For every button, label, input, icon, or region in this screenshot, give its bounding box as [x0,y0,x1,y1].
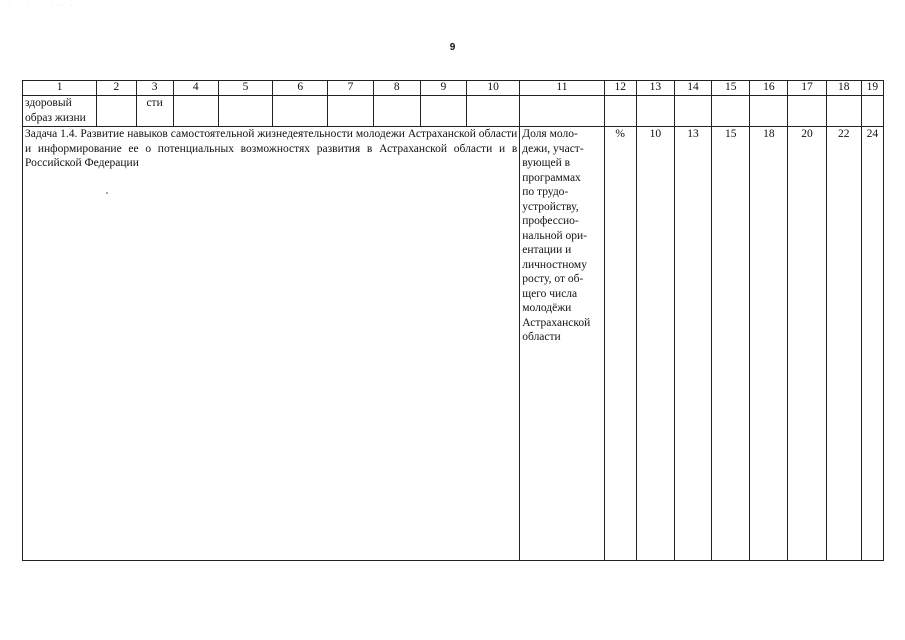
cell-empty [604,96,636,127]
indicator-line: личностному [522,258,587,271]
cell-empty [467,96,520,127]
indicator-line: дежи, участ- [522,142,584,155]
cell-empty [826,96,861,127]
cell-healthy-lifestyle: здоровый образ жизни [23,96,97,127]
header-cell-11: 11 [520,81,604,96]
header-cell-2: 2 [97,81,136,96]
table-header-row [23,81,884,96]
cell-empty [273,96,328,127]
header-cell-15: 15 [712,81,750,96]
header-cell-14: 14 [674,81,711,96]
cell-empty [173,96,218,127]
value-cell: 15 [712,127,750,561]
indicator-line: программах [522,171,581,184]
indicator-line: нальной ори- [522,229,588,242]
indicator-line: Доля моло- [522,128,578,140]
header-cell-3: 3 [136,81,173,96]
cell-empty [712,96,750,127]
cell-empty [861,96,883,127]
cell-empty [674,96,711,127]
indicator-line: молодёжи [522,302,572,314]
value-cell: 18 [750,127,788,561]
indicator-line: ентации и [522,244,572,256]
cell-empty [520,96,604,127]
value-cell: 22 [826,127,861,561]
header-cell-1: 1 [23,81,97,96]
page-number: 9 [449,42,456,53]
value-cell: 13 [674,127,711,561]
header-cell-18: 18 [826,81,861,96]
header-cell-13: 13 [636,81,674,96]
cell-empty [373,96,420,127]
table-row [23,96,884,127]
value-cell: 24 [861,127,883,561]
header-cell-10: 10 [467,81,520,96]
header-cell-17: 17 [788,81,826,96]
indicator-line: области [522,331,561,343]
task-description: Задача 1.4. Развитие навыков самостоятельной жизнедеятельности молодежи Астраханской области и информирование ее о потенциальных возможностях развития в Астраханской области и в Российской Федерации [23,127,520,561]
header-cell-12: 12 [604,81,636,96]
cell-empty [420,96,466,127]
indicator-line: по трудо- [522,186,569,198]
indicator-description [520,127,604,561]
indicator-line: профессио- [522,215,579,227]
cell-continuation: сти [136,96,173,127]
cell-empty [328,96,373,127]
indicator-line: росту, от об- [522,273,584,285]
unit-cell: % [604,127,636,561]
header-cell-6: 6 [273,81,328,96]
indicator-line: щего числа [522,287,578,300]
indicators-table [22,80,884,561]
header-cell-9: 9 [420,81,466,96]
value-cell: 20 [788,127,826,561]
indicator-line: вующей в [522,157,571,169]
header-cell-19: 19 [861,81,883,96]
cell-empty [750,96,788,127]
header-cell-5: 5 [218,81,272,96]
indicator-line: устройству, [522,200,579,213]
indicator-line: Астраханской [522,316,591,329]
header-cell-4: 4 [173,81,218,96]
header-cell-8: 8 [373,81,420,96]
cell-empty [636,96,674,127]
header-cell-7: 7 [328,81,373,96]
cell-empty [97,96,136,127]
value-cell: 10 [636,127,674,561]
cell-empty [788,96,826,127]
cell-empty [218,96,272,127]
scan-marks: · · · ·· ··· · [8,3,76,9]
table-row [23,127,884,561]
header-cell-16: 16 [750,81,788,96]
